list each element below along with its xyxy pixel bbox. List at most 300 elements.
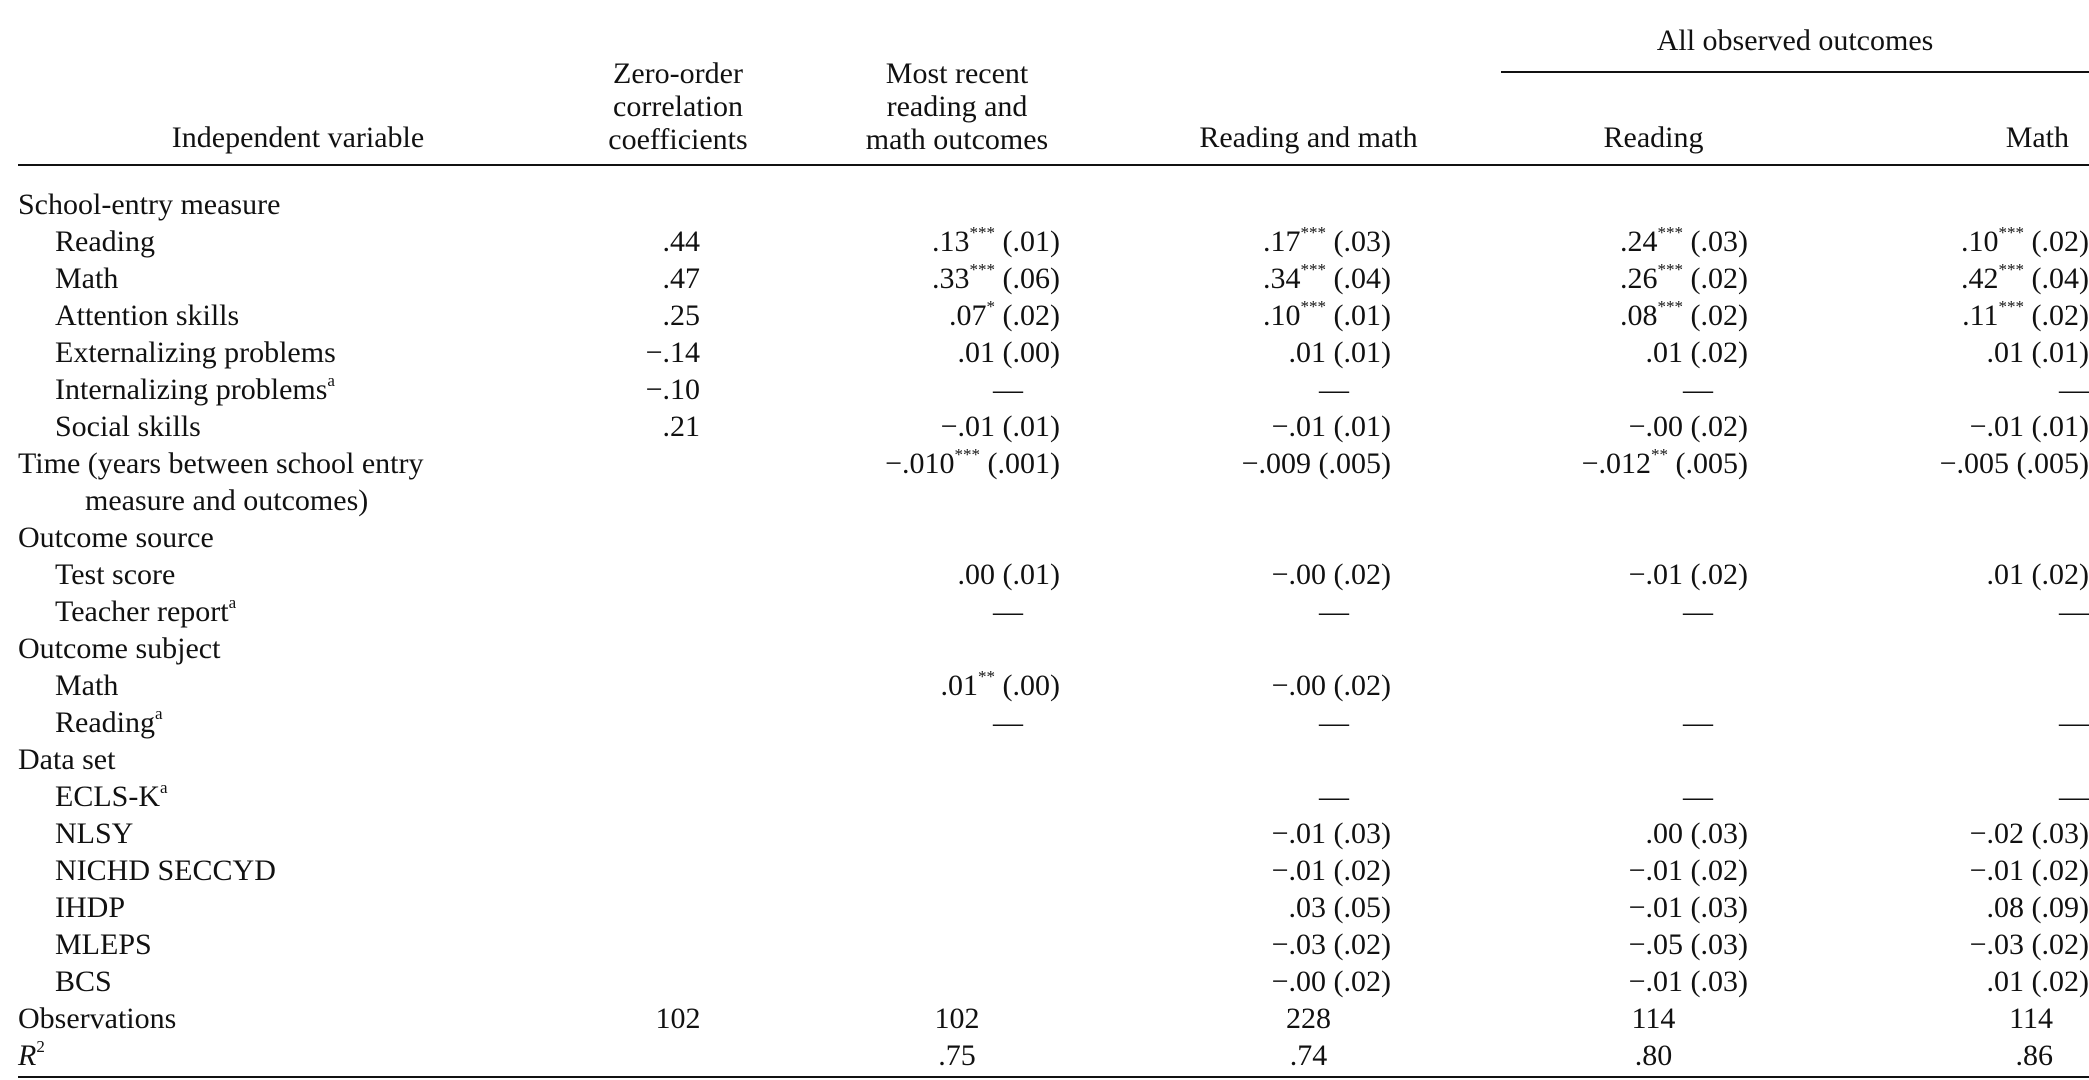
cell-recent <box>778 593 1136 630</box>
cell-value: .07 <box>949 299 987 332</box>
cell-rm <box>1136 334 1481 371</box>
table-row <box>18 165 2089 223</box>
dash-cell: — <box>1319 595 1349 628</box>
standard-error: (.06) <box>995 262 1060 295</box>
cell-read <box>1481 963 1826 1000</box>
cell-recent <box>778 556 1136 593</box>
row-label <box>18 297 578 334</box>
significance-superscript: *** <box>969 260 996 279</box>
cell-value: .42 <box>1961 262 1999 295</box>
dash-cell: — <box>1683 373 1713 406</box>
significance-superscript: *** <box>954 445 981 464</box>
cell-recent <box>778 815 1136 852</box>
cell-value: .08 <box>1620 299 1658 332</box>
row-label <box>18 630 578 667</box>
cell-read <box>1481 371 1826 408</box>
dash-cell: — <box>2059 706 2089 739</box>
cell-value: −.03 (.02) <box>1969 928 2089 961</box>
header-reading-and-math: Reading and math <box>1199 121 1418 154</box>
standard-error: (.02) <box>1683 299 1748 332</box>
cell-math <box>1826 223 2089 260</box>
cell-value: −.00 (.02) <box>1271 669 1391 702</box>
cell-rm <box>1136 852 1481 889</box>
cell-read <box>1481 260 1826 297</box>
table-row <box>18 815 2089 852</box>
table-row <box>18 260 2089 297</box>
cell-value: −.01 (.03) <box>1628 965 1748 998</box>
table-row <box>18 223 2089 260</box>
cell-value: .47 <box>662 262 700 295</box>
row-label <box>18 334 578 371</box>
cell-zero <box>578 297 778 334</box>
cell-math <box>1826 926 2089 963</box>
standard-error: (.04) <box>2024 262 2089 295</box>
header-zero-order <box>578 14 778 165</box>
cell-value: −.10 <box>645 373 700 406</box>
header-most-recent-line: Most recent <box>885 57 1029 90</box>
cell-math <box>1826 371 2089 408</box>
header-most-recent <box>778 14 1136 165</box>
row-label <box>18 926 578 963</box>
cell-value: −.01 (.01) <box>1969 410 2089 443</box>
row-label <box>18 165 578 223</box>
table-row <box>18 371 2089 408</box>
standard-error: (.005) <box>1668 447 1748 480</box>
table-row <box>18 667 2089 704</box>
cell-zero <box>578 852 778 889</box>
cell-zero <box>578 371 778 408</box>
cell-zero <box>578 889 778 926</box>
row-label <box>18 371 578 408</box>
row-label-text: Outcome source <box>18 521 214 554</box>
cell-rm <box>1136 741 1481 778</box>
row-label-text: Internalizing problems <box>55 373 328 406</box>
row-label <box>18 704 578 741</box>
cell-value: .25 <box>662 299 700 332</box>
cell-value: .33 <box>932 262 970 295</box>
row-label-continuation: measure and outcomes) <box>85 484 369 517</box>
cell-read <box>1481 1000 1826 1037</box>
cell-zero <box>578 519 778 556</box>
row-label <box>18 408 578 445</box>
header-all-observed-label: All observed outcomes <box>1501 22 2089 73</box>
row-label-text: Math <box>55 669 119 702</box>
table-row <box>18 1037 2089 1077</box>
cell-rm <box>1136 260 1481 297</box>
row-label-text: Reading <box>55 225 155 258</box>
cell-value: .21 <box>662 410 700 443</box>
cell-rm <box>1136 165 1481 223</box>
cell-math <box>1826 815 2089 852</box>
cell-value: −.01 (.02) <box>1628 558 1748 591</box>
cell-zero <box>578 926 778 963</box>
cell-value: −.03 (.02) <box>1271 928 1391 961</box>
cell-value: .74 <box>1289 1039 1328 1072</box>
row-label-superscript: a <box>154 704 163 723</box>
row-label-text: MLEPS <box>55 928 152 961</box>
cell-zero <box>578 165 778 223</box>
cell-value: .08 (.09) <box>1986 891 2089 924</box>
cell-recent <box>778 445 1136 519</box>
row-label <box>18 260 578 297</box>
cell-math <box>1826 852 2089 889</box>
cell-zero <box>578 667 778 704</box>
row-label <box>18 1037 578 1077</box>
dash-cell: — <box>1683 595 1713 628</box>
cell-zero <box>578 408 778 445</box>
cell-recent <box>778 223 1136 260</box>
standard-error: (.02) <box>995 299 1060 332</box>
cell-rm <box>1136 778 1481 815</box>
row-label-text: Data set <box>18 743 116 776</box>
cell-zero <box>578 593 778 630</box>
cell-recent <box>778 778 1136 815</box>
cell-rm <box>1136 371 1481 408</box>
row-label <box>18 519 578 556</box>
cell-value: .34 <box>1263 262 1301 295</box>
cell-value: .01 <box>940 669 979 702</box>
cell-value: .10 <box>1263 299 1301 332</box>
table-header <box>18 14 2089 165</box>
cell-value: −.01 (.01) <box>1271 410 1391 443</box>
standard-error: (.04) <box>1326 262 1391 295</box>
cell-value: .44 <box>662 225 700 258</box>
cell-value: −.05 (.03) <box>1628 928 1748 961</box>
cell-zero <box>578 223 778 260</box>
cell-zero <box>578 815 778 852</box>
cell-read <box>1481 815 1826 852</box>
cell-value: .01 (.02) <box>1986 965 2089 998</box>
cell-value: .00 (.01) <box>957 558 1060 591</box>
cell-math <box>1826 334 2089 371</box>
cell-read <box>1481 556 1826 593</box>
table-row <box>18 926 2089 963</box>
regression-table <box>18 14 2089 1078</box>
row-label-text: School-entry measure <box>18 188 281 221</box>
cell-value: 114 <box>2009 1002 2054 1035</box>
row-label <box>18 852 578 889</box>
cell-rm <box>1136 519 1481 556</box>
row-label-text: IHDP <box>55 891 126 924</box>
cell-value: 114 <box>1631 1002 1676 1035</box>
cell-read <box>1481 519 1826 556</box>
cell-value: −.009 (.005) <box>1241 447 1391 480</box>
dash-cell: — <box>993 373 1023 406</box>
table-row <box>18 334 2089 371</box>
cell-rm <box>1136 593 1481 630</box>
cell-read <box>1481 667 1826 704</box>
row-label <box>18 556 578 593</box>
cell-value: −.14 <box>645 336 700 369</box>
row-label <box>18 778 578 815</box>
table-row <box>18 519 2089 556</box>
dash-cell: — <box>1319 780 1349 813</box>
table-row <box>18 778 2089 815</box>
cell-recent <box>778 889 1136 926</box>
cell-rm <box>1136 889 1481 926</box>
cell-math <box>1826 445 2089 519</box>
table-row <box>18 408 2089 445</box>
row-label-text: NICHD SECCYD <box>55 854 276 887</box>
standard-error: (.01) <box>995 225 1060 258</box>
header-zero-order-line: Zero-order <box>613 57 743 90</box>
cell-value: .01 (.01) <box>1288 336 1391 369</box>
significance-superscript: * <box>986 297 996 316</box>
row-label <box>18 815 578 852</box>
table-row <box>18 741 2089 778</box>
cell-math <box>1826 408 2089 445</box>
cell-math <box>1826 165 2089 223</box>
row-label-text: BCS <box>55 965 112 998</box>
table-row <box>18 852 2089 889</box>
cell-recent <box>778 165 1136 223</box>
table-row <box>18 1000 2089 1037</box>
cell-rm <box>1136 408 1481 445</box>
row-label-text: Outcome subject <box>18 632 221 665</box>
significance-superscript: *** <box>1300 223 1327 242</box>
cell-read <box>1481 852 1826 889</box>
row-label-text: Test score <box>55 558 176 591</box>
row-label <box>18 223 578 260</box>
cell-zero <box>578 778 778 815</box>
cell-read <box>1481 778 1826 815</box>
cell-recent <box>778 260 1136 297</box>
header-zero-order-line: correlation <box>613 90 743 123</box>
cell-read <box>1481 926 1826 963</box>
header-most-recent-line: reading and <box>886 90 1028 123</box>
cell-recent <box>778 852 1136 889</box>
cell-rm <box>1136 1000 1481 1037</box>
cell-value: 228 <box>1286 1002 1331 1035</box>
standard-error: (.02) <box>1683 262 1748 295</box>
cell-value: −.01 (.02) <box>1969 854 2089 887</box>
row-label-text: Reading <box>55 706 155 739</box>
standard-error: (.001) <box>980 447 1060 480</box>
cell-rm <box>1136 556 1481 593</box>
cell-rm <box>1136 1037 1481 1077</box>
cell-read <box>1481 704 1826 741</box>
cell-value: .00 (.03) <box>1645 817 1748 850</box>
dash-cell: — <box>1319 373 1349 406</box>
table-row <box>18 704 2089 741</box>
header-math: Math <box>2005 121 2070 154</box>
cell-zero <box>578 260 778 297</box>
standard-error: (.02) <box>2024 299 2089 332</box>
cell-math <box>1826 1037 2089 1077</box>
cell-value: −.01 (.03) <box>1271 817 1391 850</box>
significance-superscript: ** <box>978 667 996 686</box>
cell-value: −.005 (.005) <box>1939 447 2089 480</box>
cell-recent <box>778 704 1136 741</box>
cell-math <box>1826 704 2089 741</box>
cell-value: −.01 (.02) <box>1271 854 1391 887</box>
cell-value: .11 <box>1962 299 1999 332</box>
cell-zero <box>578 704 778 741</box>
standard-error: (.02) <box>2024 225 2089 258</box>
cell-rm <box>1136 926 1481 963</box>
row-label <box>18 667 578 704</box>
significance-superscript: *** <box>1657 223 1684 242</box>
cell-math <box>1826 630 2089 667</box>
cell-value: .17 <box>1263 225 1301 258</box>
cell-rm <box>1136 630 1481 667</box>
standard-error: (.00) <box>995 669 1060 702</box>
row-label-text: Externalizing problems <box>55 336 336 369</box>
cell-zero <box>578 630 778 667</box>
cell-zero <box>578 741 778 778</box>
cell-rm <box>1136 297 1481 334</box>
cell-rm <box>1136 667 1481 704</box>
row-label-superscript: a <box>228 593 237 612</box>
row-label-text: Attention skills <box>55 299 240 332</box>
significance-superscript: *** <box>1998 223 2025 242</box>
cell-value: −.01 (.03) <box>1628 891 1748 924</box>
cell-value: −.00 (.02) <box>1271 558 1391 591</box>
cell-recent <box>778 926 1136 963</box>
row-label-text: R <box>18 1039 37 1072</box>
row-label <box>18 1000 578 1037</box>
table-row <box>18 630 2089 667</box>
header-zero-order-line: coefficients <box>608 123 748 156</box>
cell-math <box>1826 260 2089 297</box>
cell-read <box>1481 889 1826 926</box>
regression-table-container <box>18 14 2089 1078</box>
cell-rm <box>1136 704 1481 741</box>
standard-error: (.03) <box>1683 225 1748 258</box>
cell-value: −.010 <box>885 447 955 480</box>
cell-read <box>1481 630 1826 667</box>
cell-value: .13 <box>932 225 970 258</box>
row-label-superscript: a <box>327 371 335 390</box>
cell-value: .24 <box>1620 225 1658 258</box>
row-label-text: NLSY <box>55 817 134 850</box>
row-label <box>18 963 578 1000</box>
cell-math <box>1826 1000 2089 1037</box>
cell-value: −.00 (.02) <box>1628 410 1748 443</box>
cell-read <box>1481 223 1826 260</box>
row-label-superscript: 2 <box>36 1037 45 1056</box>
significance-superscript: *** <box>1657 260 1684 279</box>
table-row <box>18 297 2089 334</box>
row-label-text: Teacher report <box>55 595 229 628</box>
cell-value: .26 <box>1620 262 1658 295</box>
dash-cell: — <box>2059 373 2089 406</box>
cell-read <box>1481 334 1826 371</box>
header-all-observed <box>1481 14 2089 80</box>
table-row <box>18 593 2089 630</box>
cell-zero <box>578 1000 778 1037</box>
cell-rm <box>1136 445 1481 519</box>
cell-value: .80 <box>1634 1039 1673 1072</box>
cell-value: 102 <box>655 1002 701 1035</box>
cell-recent <box>778 334 1136 371</box>
table-row <box>18 556 2089 593</box>
cell-value: 102 <box>934 1002 980 1035</box>
dash-cell: — <box>1683 706 1713 739</box>
cell-math <box>1826 297 2089 334</box>
row-label-text: Social skills <box>55 410 201 443</box>
dash-cell: — <box>2059 780 2089 813</box>
row-label-text: Math <box>55 262 119 295</box>
cell-math <box>1826 556 2089 593</box>
row-label-text: ECLS-K <box>55 780 160 813</box>
cell-read <box>1481 408 1826 445</box>
significance-superscript: *** <box>1998 260 2025 279</box>
cell-value: −.02 (.03) <box>1969 817 2089 850</box>
cell-recent <box>778 667 1136 704</box>
dash-cell: — <box>1683 780 1713 813</box>
cell-zero <box>578 556 778 593</box>
cell-recent <box>778 519 1136 556</box>
cell-recent <box>778 630 1136 667</box>
dash-cell: — <box>2059 595 2089 628</box>
cell-math <box>1826 889 2089 926</box>
cell-read <box>1481 593 1826 630</box>
cell-read <box>1481 741 1826 778</box>
cell-read <box>1481 445 1826 519</box>
cell-recent <box>778 741 1136 778</box>
row-label <box>18 445 578 519</box>
cell-value: .10 <box>1961 225 1999 258</box>
cell-rm <box>1136 963 1481 1000</box>
cell-recent <box>778 408 1136 445</box>
cell-value: .86 <box>2015 1039 2054 1072</box>
cell-zero <box>578 1037 778 1077</box>
standard-error: (.03) <box>1326 225 1391 258</box>
cell-recent <box>778 1000 1136 1037</box>
cell-math <box>1826 519 2089 556</box>
cell-math <box>1826 593 2089 630</box>
cell-rm <box>1136 815 1481 852</box>
header-reading: Reading <box>1603 121 1704 154</box>
cell-value: .75 <box>938 1039 976 1072</box>
cell-recent <box>778 371 1136 408</box>
cell-value: −.012 <box>1581 447 1652 480</box>
cell-zero <box>578 445 778 519</box>
header-most-recent-line: math outcomes <box>865 123 1049 156</box>
cell-value: .03 (.05) <box>1288 891 1391 924</box>
cell-recent <box>778 1037 1136 1077</box>
cell-zero <box>578 334 778 371</box>
cell-recent <box>778 297 1136 334</box>
significance-superscript: *** <box>1998 297 2025 316</box>
cell-value: .01 (.02) <box>1645 336 1748 369</box>
significance-superscript: ** <box>1651 445 1669 464</box>
cell-value: −.01 (.02) <box>1628 854 1748 887</box>
cell-recent <box>778 963 1136 1000</box>
row-label <box>18 889 578 926</box>
cell-zero <box>578 963 778 1000</box>
cell-value: .01 (.01) <box>1986 336 2089 369</box>
dash-cell: — <box>1319 706 1349 739</box>
table-row <box>18 889 2089 926</box>
dash-cell: — <box>993 595 1023 628</box>
significance-superscript: *** <box>1300 260 1327 279</box>
cell-math <box>1826 963 2089 1000</box>
cell-rm <box>1136 223 1481 260</box>
cell-value: −.00 (.02) <box>1271 965 1391 998</box>
standard-error: (.01) <box>1326 299 1391 332</box>
row-label <box>18 593 578 630</box>
row-label-superscript: a <box>160 778 168 797</box>
table-row <box>18 963 2089 1000</box>
table-body <box>18 165 2089 1077</box>
significance-superscript: *** <box>969 223 996 242</box>
cell-value: .01 (.02) <box>1986 558 2089 591</box>
cell-value: −.01 (.01) <box>940 410 1060 443</box>
cell-read <box>1481 297 1826 334</box>
cell-read <box>1481 1037 1826 1077</box>
